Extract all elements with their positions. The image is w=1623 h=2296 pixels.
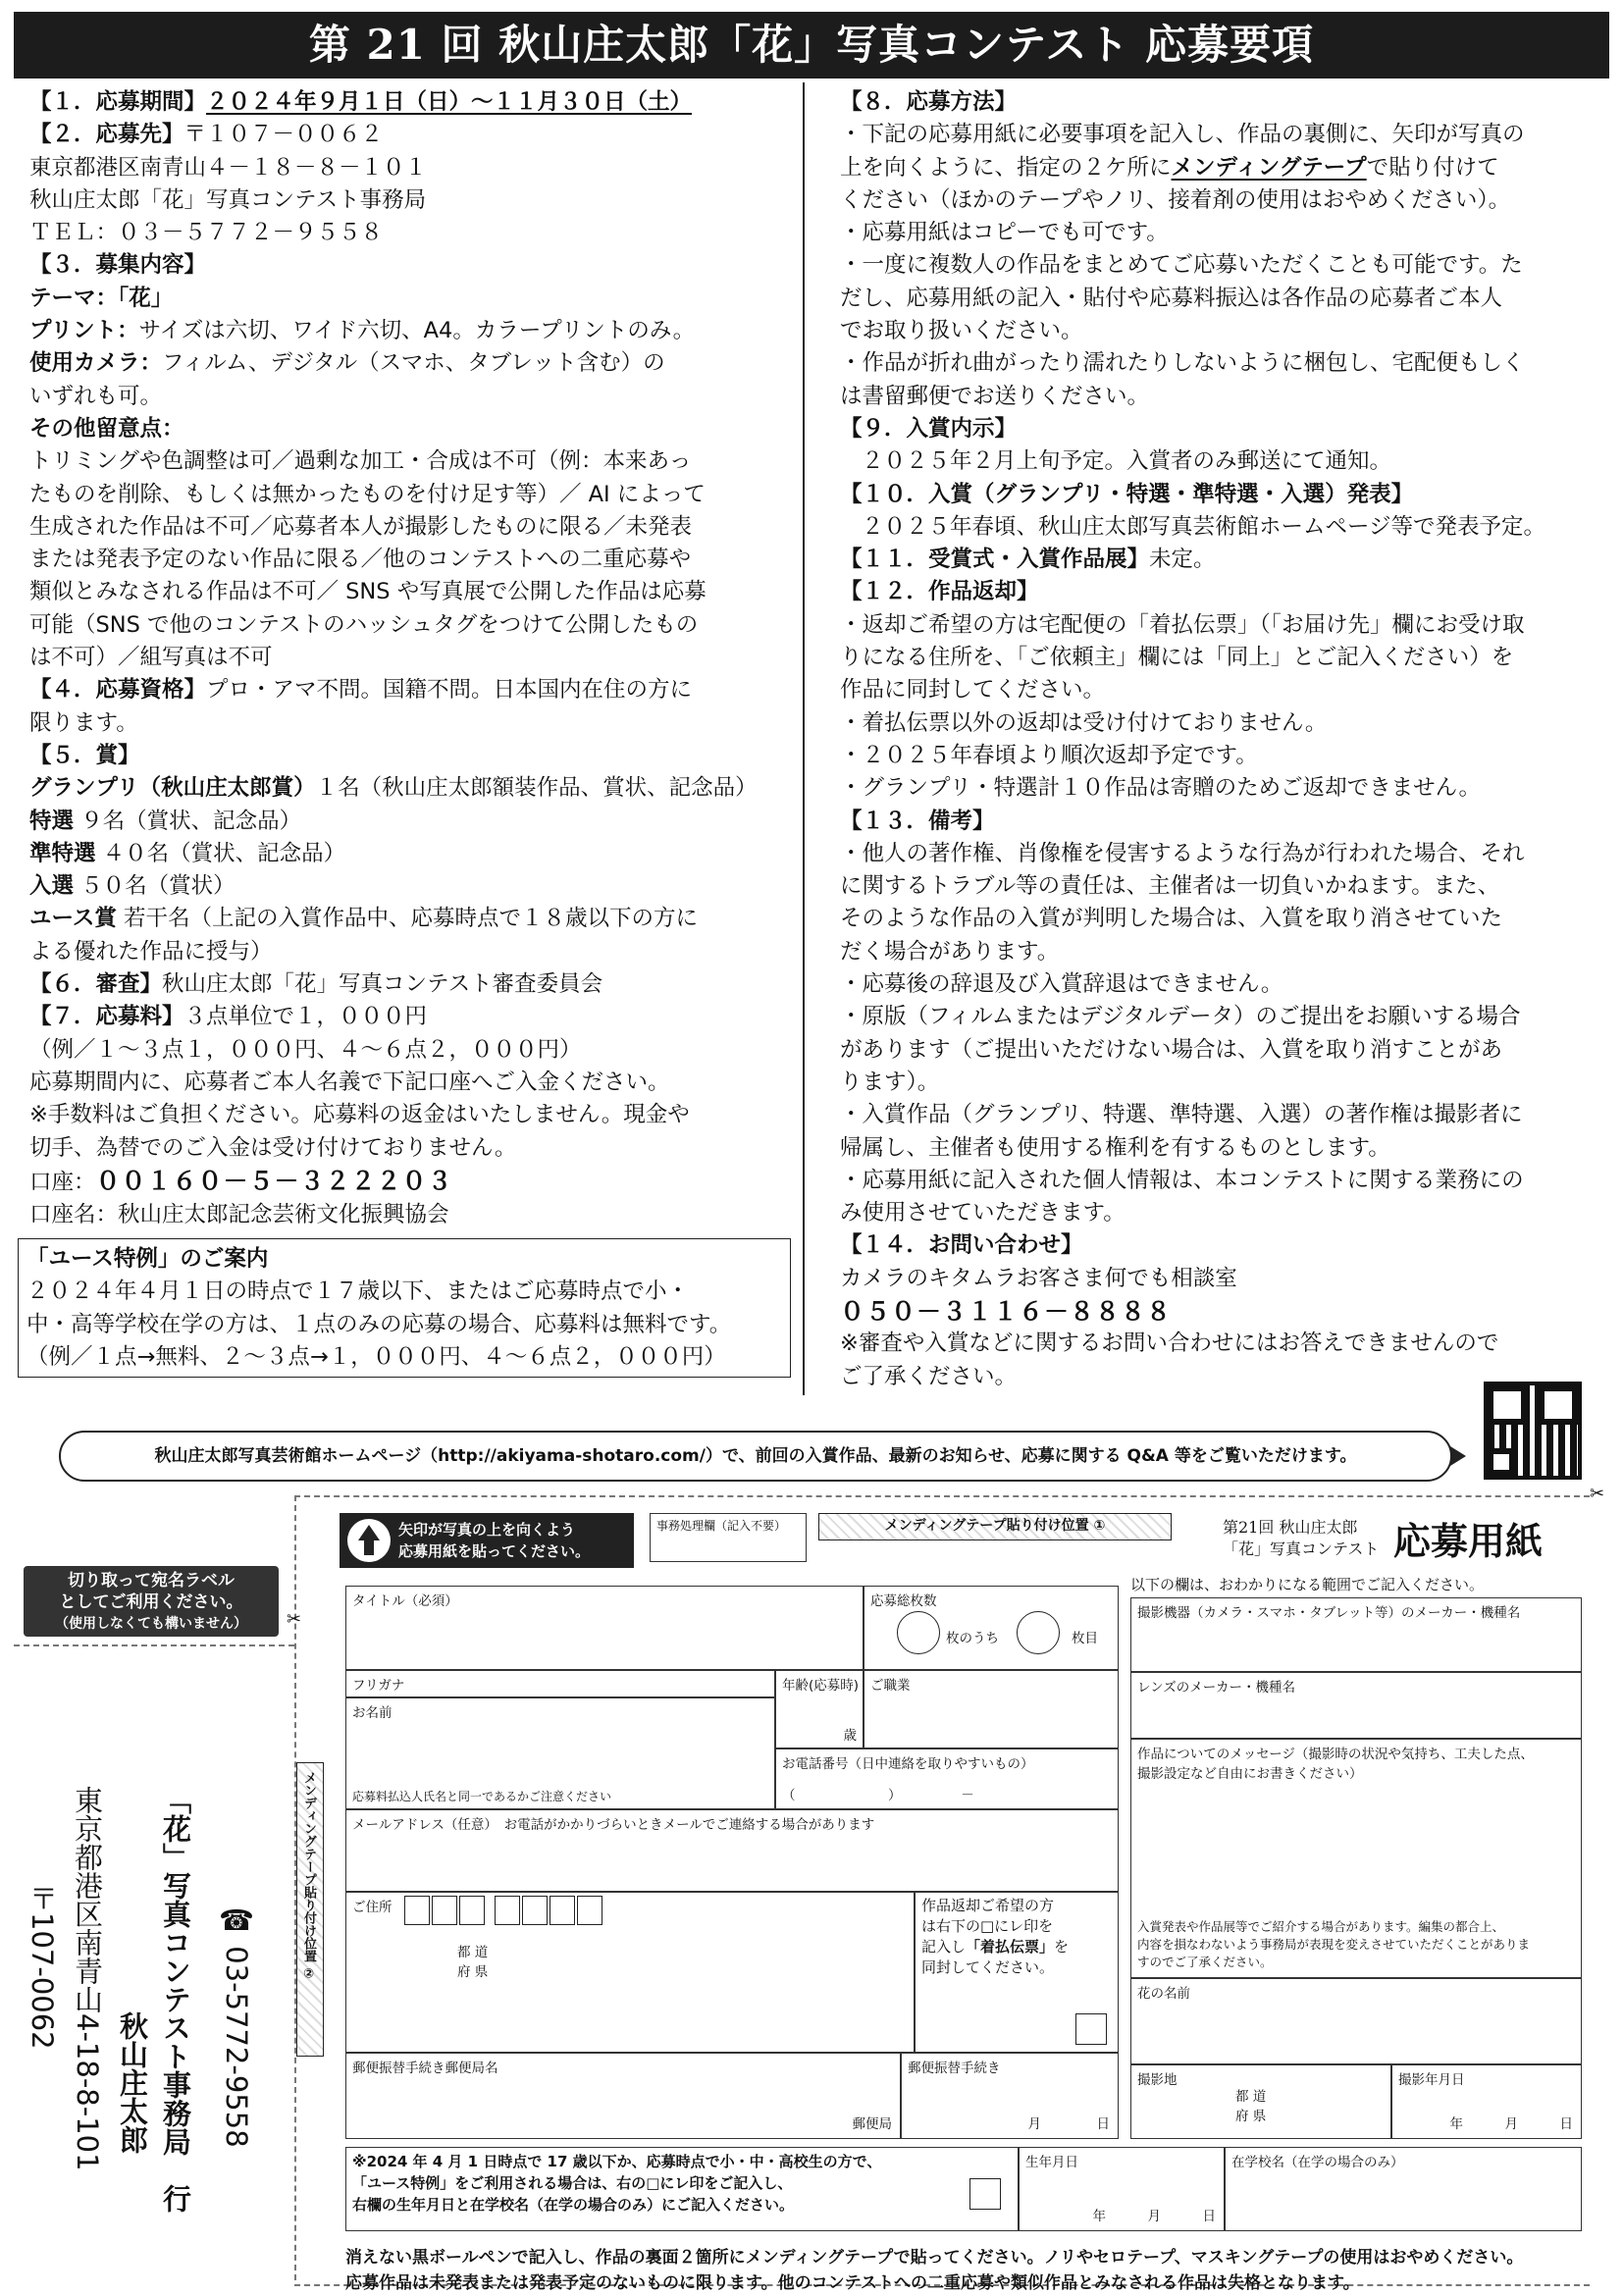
note-line: たものを削除、もしくは無かったものを付け足す等）／ AI によって bbox=[29, 481, 706, 507]
pref-label-1: 都 道 bbox=[457, 1945, 489, 1960]
fee-line: 切手、為替でのご入金は受け付けておりません。 bbox=[29, 1134, 517, 1161]
pref-label-1: 都 道 bbox=[1235, 2089, 1267, 2105]
label-org-1: 秋山庄太郎 bbox=[116, 2011, 149, 2154]
mending-tape-position-2 bbox=[296, 1762, 324, 2057]
mending-tape-position-1: メンディングテープ貼り付け位置 ① bbox=[818, 1513, 1172, 1540]
cut-label-box bbox=[24, 1566, 279, 1637]
fee-line: 応募期間内に、応募者ご本人名義で下記口座へご入金ください。 bbox=[29, 1069, 670, 1095]
postal-office-label: 郵便振替手続き郵便局名 bbox=[352, 2061, 498, 2076]
zip-box[interactable] bbox=[459, 1896, 485, 1925]
remarks-line: そのような作品の入賞が判明した場合は、入賞を取り消させていた bbox=[840, 906, 1503, 932]
theme-value: 「花」 bbox=[118, 285, 174, 311]
tokusen-label: 特選 bbox=[29, 808, 75, 834]
theme-label: テーマ： bbox=[29, 285, 119, 311]
message-label: 作品についてのメッセージ（撮影時の状況や気持ち、工夫した点、 bbox=[1137, 1747, 1534, 1762]
email-label: メールアドレス（任意） bbox=[352, 1817, 492, 1833]
youth-note-line: 「ユース特例」をご利用される場合は、右の□にレ印をご記入し、 bbox=[352, 2174, 793, 2192]
zip-box[interactable] bbox=[522, 1896, 548, 1925]
arrow-note-line: 矢印が写真の上を向くよう bbox=[398, 1521, 576, 1539]
eligibility-2: 限ります。 bbox=[29, 709, 138, 736]
method-line: ・下記の応募用紙に必要事項を記入し、作品の裏側に、矢印が写真の bbox=[840, 122, 1525, 148]
day-unit: 日 bbox=[1096, 2116, 1110, 2132]
juntokusen-value: ４０名（賞状、記念品） bbox=[102, 840, 346, 866]
youth-checkbox[interactable] bbox=[969, 2178, 1001, 2210]
remarks-line: ります）。 bbox=[840, 1069, 940, 1095]
contact-note: ※審査や入賞などに関するお問い合わせにはお答えできませんので bbox=[840, 1331, 1499, 1357]
phone-template: （ ） － bbox=[782, 1788, 974, 1803]
youth-special-line: ２０２４年４月１日の時点で１７歳以下、またはご応募時点で小・ bbox=[26, 1278, 690, 1305]
fee: ３点単位で１，０００円 bbox=[183, 1004, 428, 1030]
ceremony-value: 未定。 bbox=[1149, 547, 1216, 573]
shoot-date-label: 撮影年月日 bbox=[1398, 2072, 1465, 2088]
month-unit: 月 bbox=[1027, 2116, 1041, 2132]
contact-name: カメラのキタムラお客さま何でも相談室 bbox=[840, 1265, 1237, 1291]
zip-code: 〒１０７－００６２ bbox=[183, 122, 384, 148]
note-line: は不可）／組写真は不可 bbox=[29, 645, 273, 671]
return-line: は右下の□にレ印を bbox=[921, 1917, 1054, 1935]
return-line: 作品に同封してください。 bbox=[840, 677, 1106, 704]
year-unit: 年 bbox=[1092, 2209, 1106, 2224]
name-label: お名前 bbox=[352, 1705, 393, 1721]
return-line: 同封してください。 bbox=[921, 1958, 1055, 1976]
postal-office-unit: 郵便局 bbox=[852, 2116, 892, 2132]
method-line: ・応募用紙はコピーでも可です。 bbox=[840, 220, 1169, 246]
school-field[interactable] bbox=[1225, 2147, 1582, 2231]
flower-name-field[interactable] bbox=[1130, 1978, 1582, 2064]
mending-tape-label-2: メンディングテープ貼り付け位置 ② bbox=[301, 1771, 316, 1982]
message-field[interactable] bbox=[1130, 1739, 1582, 1978]
youth-note-line: ※2024 年 4 月 1 日時点で 17 歳以下か、応募時点で小・中・高校生の方で、 bbox=[352, 2153, 882, 2170]
fee-line: ※手数料はご負担ください。応募料の返金はいたしません。現金や bbox=[29, 1102, 690, 1128]
form-header-title: 応募用紙 bbox=[1393, 1520, 1544, 1563]
account-name: 口座名：秋山庄太郎記念芸術文化振興協会 bbox=[29, 1202, 449, 1228]
note-line: または発表予定のない作品に限る／他のコンテストへの二重応募や bbox=[29, 547, 692, 573]
youth-award-value-2: よる優れた作品に授与） bbox=[29, 938, 273, 965]
contact-tel: ０５０－３１１６－８８８８ bbox=[840, 1296, 1173, 1326]
note-line: 生成された作品は不可／応募者本人が撮影したものに限る／未発表 bbox=[29, 513, 693, 540]
arrow-up-icon bbox=[347, 1519, 391, 1562]
camera-label: 撮影機器（カメラ・スマホ・タブレット等）のメーカー・機種名 bbox=[1137, 1605, 1521, 1621]
year-unit: 年 bbox=[1449, 2116, 1463, 2132]
section-1-heading: 【１．応募期間】 bbox=[29, 89, 207, 115]
section-13-heading: 【１３．備考】 bbox=[840, 808, 995, 834]
arrow-instruction bbox=[340, 1513, 634, 1568]
zip-box[interactable] bbox=[404, 1896, 430, 1925]
zip-box[interactable] bbox=[550, 1896, 575, 1925]
title-field[interactable] bbox=[345, 1586, 864, 1670]
youth-special-line: 中・高等学校在学の方は、１点のみの応募の場合、応募料は無料です。 bbox=[26, 1311, 732, 1337]
method-line: で貼り付けて bbox=[1366, 154, 1499, 181]
remarks-line: があります（ご提出いただけない場合は、入賞を取り消すことがあ bbox=[840, 1036, 1503, 1063]
edit-note-line: 内容を損なわないよう事務局が表現を変えさせていただくことがありま bbox=[1137, 1937, 1531, 1952]
remarks-line: ・応募後の辞退及び入賞辞退はできません。 bbox=[840, 971, 1283, 998]
optional-note: 以下の欄は、おわかりになる範囲でご記入ください。 bbox=[1130, 1576, 1485, 1593]
camera-field[interactable] bbox=[1130, 1597, 1582, 1672]
lens-label: レンズのメーカー・機種名 bbox=[1137, 1680, 1295, 1696]
return-line: 作品返却ご希望の方 bbox=[921, 1897, 1055, 1914]
shooting-date-field[interactable] bbox=[1391, 2064, 1582, 2139]
footer-note bbox=[345, 2245, 1523, 2296]
form-header-line: 「花」写真コンテスト bbox=[1223, 1539, 1380, 1558]
return-line: ・グランプリ・特選計１０作品は寄贈のためご返却できません。 bbox=[840, 775, 1481, 802]
day-unit: 日 bbox=[1202, 2209, 1216, 2224]
announce-value: ２０２５年春頃、秋山庄太郎写真芸術館ホームページ等で発表予定。 bbox=[862, 513, 1546, 540]
method-line: は書留郵便でお送りください。 bbox=[840, 383, 1150, 409]
method-line: ください（ほかのテープやノリ、接着剤の使用はおやめください）。 bbox=[840, 186, 1511, 213]
office-name: 秋山庄太郎「花」写真コンテスト事務局 bbox=[29, 186, 427, 213]
email-note: お電話がかかりづらいときメールでご連絡する場合があります bbox=[503, 1817, 875, 1833]
return-slip-emphasis: 「着払伝票」 bbox=[966, 1938, 1055, 1956]
entry-period: ２０２４年９月１日（日）～１１月３０日（土） bbox=[206, 89, 693, 115]
grandprix-label: グランプリ（秋山庄太郎賞） bbox=[29, 775, 316, 802]
footer-line: 消えない黒ボールペンで記入し、作品の裏面２箇所にメンディングテープで貼ってください。ノリやセロテープ、マスキングテープの使用はおやめください。 bbox=[345, 2248, 1524, 2268]
zip-box[interactable] bbox=[577, 1896, 602, 1925]
page-title: 第 21 回 秋山庄太郎「花」写真コンテスト 応募要項 bbox=[14, 12, 1609, 78]
postal-office-field[interactable] bbox=[345, 2053, 901, 2139]
youth-special-line: （例／１点→無料、２～３点→１，０００円、４～６点２，０００円） bbox=[26, 1343, 726, 1370]
arrow-note-line: 応募用紙を貼ってください。 bbox=[398, 1542, 591, 1560]
print-label: プリント： bbox=[29, 318, 139, 344]
form-header-line: 第21回 秋山庄太郎 bbox=[1223, 1518, 1358, 1537]
job-label: ご職業 bbox=[870, 1678, 911, 1694]
label-org-2: 「花」写真コンテスト事務局 行 bbox=[159, 1786, 192, 2213]
youth-special-box bbox=[18, 1238, 791, 1378]
account-number: ００１６０－５－３２２２０３ bbox=[95, 1166, 453, 1195]
section-3-heading: 【３．募集内容】 bbox=[29, 252, 207, 279]
account-label: 口座： bbox=[29, 1169, 96, 1195]
homepage-banner: 秋山庄太郎写真芸術館ホームページ（http://akiyama-shotaro.com/）で、前回の入賞作品、最新のお知らせ、応募に関する Q&A 等をご覧いただけます。 bbox=[59, 1431, 1452, 1482]
tokusen-value: ９名（賞状、記念品） bbox=[80, 808, 302, 834]
section-7-heading: 【７．応募料】 bbox=[29, 1004, 184, 1030]
flower-label: 花の名前 bbox=[1137, 1986, 1190, 2002]
edit-note-line: すのでご了承ください。 bbox=[1137, 1955, 1273, 1969]
return-line: を bbox=[1054, 1938, 1070, 1956]
remarks-line: み使用させていただきます。 bbox=[840, 1200, 1126, 1226]
age-unit: 歳 bbox=[843, 1728, 857, 1744]
method-line: ・一度に複数人の作品をまとめてご応募いただくことも可能です。た bbox=[840, 252, 1523, 279]
nyusen-value: ５０名（賞状） bbox=[80, 873, 236, 900]
section-14-heading: 【１４．お問い合わせ】 bbox=[840, 1232, 1083, 1259]
office-use-label: 事務処理欄（記入不要） bbox=[656, 1519, 787, 1533]
section-12-heading: 【１２．作品返却】 bbox=[840, 579, 1039, 605]
address-field[interactable] bbox=[345, 1892, 915, 2053]
left-column bbox=[29, 86, 795, 1231]
method-line: ・作品が折れ曲がったり濡れたりしないように梱包し、宅配便もしく bbox=[840, 350, 1525, 377]
office-tel: ＴＥＬ：０３－５７７２－９５５８ bbox=[29, 220, 384, 246]
method-line: 上を向くように、指定の２ケ所に bbox=[840, 154, 1172, 181]
edit-note bbox=[1137, 1918, 1530, 1971]
youth-note-line: 右欄の生年月日と在学校名（在学の場合のみ）にご記入ください。 bbox=[352, 2196, 795, 2214]
shooting-place-field[interactable] bbox=[1130, 2064, 1391, 2139]
section-5-heading: 【５．賞】 bbox=[29, 742, 140, 768]
note-line: 可能（SNS で他のコンテストのハッシュタグをつけて公開したもの bbox=[29, 611, 699, 638]
contact-note: ご了承ください。 bbox=[840, 1363, 1018, 1389]
cut-label-line: としてご利用ください。 bbox=[59, 1592, 243, 1612]
birth-label: 生年月日 bbox=[1025, 2155, 1078, 2170]
youth-note-box bbox=[345, 2147, 1019, 2231]
footer-line: 応募作品は未発表または発表予定のないものに限ります。他のコンテストへの二重応募や類似作品とみなされる作品は失格となります。 bbox=[345, 2273, 1360, 2293]
pref-label-2: 府 県 bbox=[457, 1964, 489, 1980]
note-line: トリミングや色調整は可／過剰な加工・合成は不可（例：本来あっ bbox=[29, 448, 692, 475]
nyusen-label: 入選 bbox=[29, 873, 75, 900]
cut-label-line: （使用しなくても構いません） bbox=[55, 1616, 247, 1632]
youth-special-heading: 「ユース特例」のご案内 bbox=[26, 1246, 269, 1272]
cut-line-top bbox=[294, 1495, 1590, 1497]
remarks-line: ・入賞作品（グランプリ、特選、準特選、入選）の著作権は撮影者に bbox=[840, 1102, 1523, 1128]
title-label: タイトル（必須） bbox=[352, 1593, 458, 1609]
age-field[interactable] bbox=[775, 1670, 864, 1748]
return-line: ・返却ご希望の方は宅配便の「着払伝票」（「お届け先」欄にお受け取 bbox=[840, 611, 1525, 638]
name-field[interactable] bbox=[345, 1697, 775, 1809]
youth-award-value: 若干名（上記の入賞作品中、応募時点で１８歳以下の方に bbox=[124, 906, 699, 932]
office-use-box bbox=[650, 1513, 807, 1562]
section-2-heading: 【２．応募先】 bbox=[29, 122, 184, 148]
return-line: ・２０２５年春頃より順次返却予定です。 bbox=[840, 742, 1258, 768]
return-line: 記入し bbox=[921, 1938, 967, 1956]
judges: 秋山庄太郎「花」写真コンテスト審査委員会 bbox=[162, 971, 603, 998]
label-address: 東京都港区南青山4-18-8-101 bbox=[71, 1786, 104, 2171]
address-label: ご住所 bbox=[352, 1900, 393, 1915]
remarks-line: 帰属し、主催者も使用する権利を有するものとします。 bbox=[840, 1134, 1390, 1161]
address: 東京都港区南青山４－１８－８－１０１ bbox=[29, 154, 428, 181]
eligibility: プロ・アマ不問。国籍不問。日本国内在住の方に bbox=[206, 677, 693, 704]
return-line: りになる住所を、「ご依頼主」欄には「同上」とご記入ください）を bbox=[840, 645, 1514, 671]
place-label: 撮影地 bbox=[1137, 2072, 1178, 2088]
scissors-icon: ✂ bbox=[1590, 1484, 1605, 1504]
zip-box[interactable] bbox=[495, 1896, 520, 1925]
remarks-line: ・原版（フィルムまたはデジタルデータ）のご提出をお願いする場合 bbox=[840, 1004, 1521, 1030]
furigana-label: フリガナ bbox=[352, 1678, 405, 1694]
column-divider bbox=[803, 82, 805, 1395]
section-4-heading: 【４．応募資格】 bbox=[29, 677, 207, 704]
qr-code-icon[interactable] bbox=[1484, 1382, 1582, 1480]
return-checkbox[interactable] bbox=[1075, 2013, 1107, 2045]
name-note: 応募料払込人氏名と同一であるかご注意ください bbox=[352, 1790, 612, 1803]
remarks-line: ・他人の著作権、肖像権を侵害するような行為が行われた場合、それ bbox=[840, 840, 1525, 866]
furigana-field[interactable] bbox=[345, 1670, 775, 1697]
count-of: 枚のうち bbox=[946, 1631, 999, 1646]
fee-line: （例／１～３点１，０００円、４～６点２，０００円） bbox=[29, 1036, 582, 1063]
scissors-icon: ✂ bbox=[287, 1609, 302, 1630]
zip-box[interactable] bbox=[432, 1896, 457, 1925]
camera-value-2: いずれも可。 bbox=[29, 383, 163, 409]
phone-label: お電話番号（日中連絡を取りやすいもの） bbox=[782, 1756, 1034, 1772]
day-unit: 日 bbox=[1559, 2116, 1573, 2132]
postal-date-field[interactable] bbox=[901, 2053, 1119, 2139]
postal-date-label: 郵便振替手続き bbox=[908, 2061, 1001, 2076]
note-line: 類似とみなされる作品は不可／ SNS や写真展で公開した作品は応募 bbox=[29, 579, 707, 605]
section-8-heading: 【８．応募方法】 bbox=[840, 89, 1018, 115]
remarks-line: だく場合があります。 bbox=[840, 938, 1060, 965]
message-label: 撮影設定など自由にお書きください） bbox=[1137, 1766, 1363, 1782]
camera-label: 使用カメラ： bbox=[29, 350, 163, 377]
form-header-small bbox=[1223, 1517, 1379, 1560]
count-circle[interactable] bbox=[897, 1611, 940, 1654]
pref-label-2: 府 県 bbox=[1235, 2109, 1267, 2124]
remarks-line: ・応募用紙に記入された個人情報は、本コンテストに関する業務にの bbox=[840, 1167, 1524, 1193]
edit-note-line: 入賞発表や作品展等でご紹介する場合があります。編集の都合上、 bbox=[1137, 1919, 1505, 1934]
birth-date-field[interactable] bbox=[1019, 2147, 1225, 2231]
label-tel: ☎ 03-5772-9558 bbox=[220, 1904, 253, 2148]
section-6-heading: 【６．審査】 bbox=[29, 971, 163, 998]
month-unit: 月 bbox=[1504, 2116, 1518, 2132]
juntokusen-label: 準特選 bbox=[29, 840, 96, 866]
mending-tape-emphasis: メンディングテープ bbox=[1171, 154, 1367, 181]
month-unit: 月 bbox=[1147, 2209, 1161, 2224]
label-zip: 〒107-0062 bbox=[26, 1884, 59, 2050]
count-circle[interactable] bbox=[1017, 1611, 1060, 1654]
school-label: 在学校名（在学の場合のみ） bbox=[1231, 2155, 1404, 2170]
section-11-heading: 【１１．受賞式・入賞作品展】 bbox=[840, 547, 1150, 573]
job-field[interactable] bbox=[864, 1670, 1119, 1748]
remarks-line: に関するトラブル等の責任は、主催者は一切負いかねます。また、 bbox=[840, 873, 1500, 900]
count-nth: 枚目 bbox=[1072, 1631, 1098, 1646]
lens-field[interactable] bbox=[1130, 1672, 1582, 1739]
notice-value: ２０２５年２月上旬予定。入賞者のみ郵送にて通知。 bbox=[862, 448, 1392, 475]
count-label: 応募総枚数 bbox=[870, 1593, 937, 1609]
phone-field[interactable] bbox=[775, 1748, 1119, 1809]
email-field[interactable] bbox=[345, 1809, 1119, 1892]
method-line: だし、応募用紙の記入・貼付や応募料振込は各作品の応募者ご本人 bbox=[840, 285, 1503, 311]
age-label: 年齢(応募時) bbox=[782, 1678, 860, 1694]
youth-award-label: ユース賞 bbox=[29, 906, 117, 932]
cut-line-label bbox=[14, 1644, 294, 1646]
section-9-heading: 【９．入賞内示】 bbox=[840, 415, 1018, 442]
notes-label: その他留意点： bbox=[29, 415, 184, 442]
section-10-heading: 【１０．入賞（グランプリ・特選・準特選・入選）発表】 bbox=[840, 481, 1414, 507]
print-value: サイズは六切、ワイド六切、A4。カラープリントのみ。 bbox=[138, 318, 696, 344]
method-line: でお取り扱いください。 bbox=[840, 318, 1083, 344]
right-column bbox=[840, 86, 1596, 1393]
camera-value: フィルム、デジタル（スマホ、タブレット含む）の bbox=[162, 350, 665, 377]
grandprix-value: １名（秋山庄太郎額装作品、賞状、記念品） bbox=[315, 775, 758, 802]
return-line: ・着払伝票以外の返却は受け付けておりません。 bbox=[840, 709, 1328, 736]
cut-label-line: 切り取って宛名ラベル bbox=[68, 1571, 235, 1591]
